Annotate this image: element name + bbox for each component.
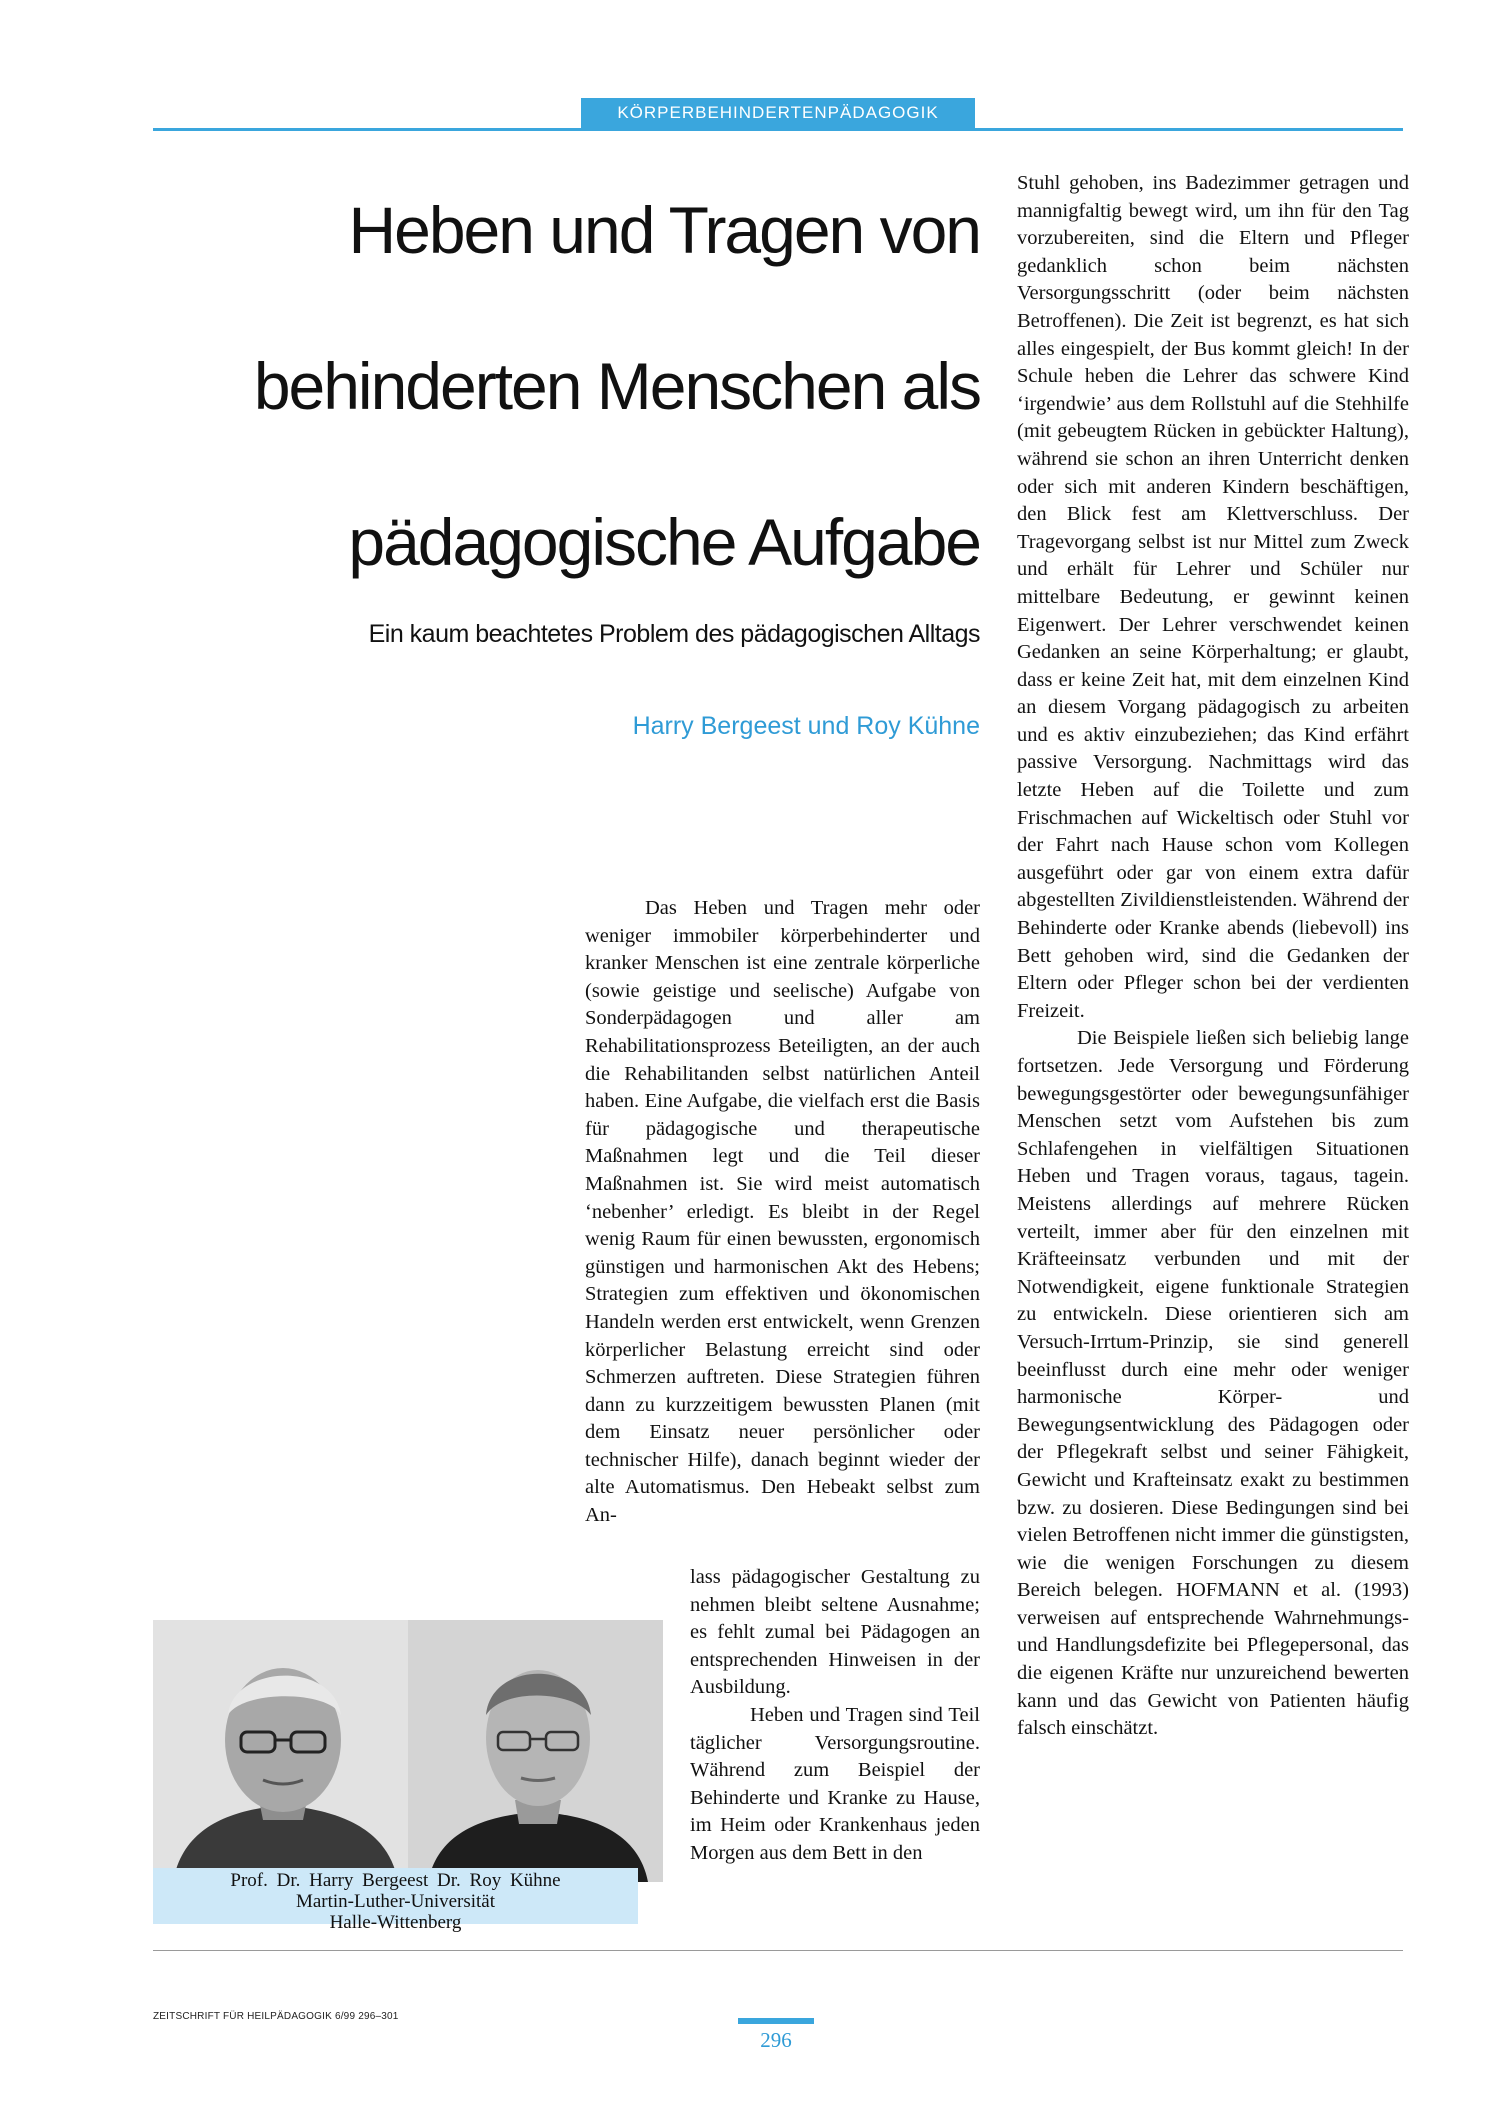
- body-paragraph: Heben und Tragen sind Teil täglicher Versorgungsroutine. Während zum Beispiel der Behinderte und Kranke zu Hause, im Heim oder Krankenhaus jeden Morgen aus dem Bett in den: [690, 1703, 980, 1864]
- photo-caption: [153, 1868, 638, 1933]
- caption-city: Halle-Wittenberg: [329, 1912, 462, 1933]
- body-paragraph: Die Beispiele ließen sich beliebig lange fortsetzen. Jede Versorgung und Förderung bewegungsgestörter oder bewegungsunfähiger Menschen setzt vom Aufstehen bis zum Schlafengehen in vielfältigen Situationen Heben und Tragen voraus, tagaus, tagein. Meistens allerdings auf mehrere Rücken verteilt, immer aber für den einzelnen mit Kräfteeinsatz verbunden und mit der Notwendigkeit, eigene funktionale Strategien zu entwickeln. Diese orientieren sich am Versuch-Irrtum-Prinzip, sie sind generell beeinflusst durch eine mehr oder weniger harmonische Körper- und Bewegungsentwicklung des Pädagogen oder der Pflegekraft selbst und seiner Fähigkeit, Gewicht und Krafteinsatz exakt zu bestimmen bzw. zu dosieren. Diese Bedingungen sind bei vielen Betroffenen nicht immer die günstigsten, wie die wenigen Forschungen zu diesem Bereich belegen. HOFMANN et al. (1993) verweisen auf entsprechende Wahrnehmungs- und Handlungsdefizite bei Pflegepersonal, das die eigenen Kräfte nur unzureichend bewerten kann und das Gewicht von Patienten häufig falsch einschätzt.: [1017, 1027, 1409, 1740]
- caption-names: Prof. Dr. Harry Bergeest Dr. Roy Kühne: [230, 1870, 561, 1891]
- body-column-middle-bottom: [690, 1564, 980, 1868]
- body-column-middle-top: [585, 895, 980, 1530]
- body-paragraph: Stuhl gehoben, ins Badezimmer getragen und mannigfaltig bewegt wird, um ihn für den Tag vorzubereiten, sind die Eltern und Pfleger gedanklich schon beim nächsten Versorgungsschritt (oder beim nächsten Betroffenen). Die Zeit ist begrenzt, es hat sich alles eingespielt, der Bus kommt gleich! In der Schule heben die Lehrer das schwere Kind ‘irgendwie’ aus dem Rollstuhl auf die Stehhilfe (mit gebeugtem Rücken in gebückter Haltung), während sie schon an ihren Unterricht denken oder sich mit anderen Kindern beschäftigen, den Blick fest am Klettverschluss. Der Tragevorgang selbst ist nur Mittel zum Zweck und erhält für Lehrer und Schüler nur mittelbare Bedeutung, er gewinnt keinen Eigenwert. Der Lehrer verschwendet keinen Gedanken an seine Körperhaltung; er glaubt, dass er keine Zeit hat, mit dem einzelnen Kind an diesem Vorgang pädagogisch zu arbeiten und es aktiv einzubeziehen; das Kind erfährt passive Versorgung. Nachmittags wird das letzte Heben auf die Toilette und zum Frischmachen auf Wickeltisch oder Stuhl vor der Fahrt nach Hause schon vom Kollegen ausgeführt oder gar von einem extra dafür abgestellten Zivildienstleistenden. Während der Behinderte oder Kranke abends (liebevoll) ins Bett gehoben wird, sind die Gedanken der Eltern oder Pfleger schon bei der verdienten Freizeit.: [1017, 172, 1409, 1022]
- article-subtitle: Ein kaum beachtetes Problem des pädagogischen Alltags: [368, 620, 980, 648]
- journal-citation: ZEITSCHRIFT FÜR HEILPÄDAGOGIK 6/99 296–301: [153, 2011, 399, 2022]
- section-label: KÖRPERBEHINDERTENPÄDAGOGIK: [581, 98, 975, 128]
- article-title: [140, 190, 980, 658]
- author-photo: [153, 1620, 663, 1882]
- footer-rule: [153, 1950, 1403, 1951]
- title-line-2: behinderten Menschen als: [253, 349, 980, 423]
- page-number: 296: [760, 2028, 792, 2052]
- body-paragraph: Das Heben und Tragen mehr oder weniger immobiler körperbehinderter und kranker Menschen ist eine zentrale körperliche (sowie geistige und seelische) Aufgabe von Sonderpädagogen und aller am Rehabilitationsprozess Beteiligten, an der auch die Rehabilitanden selbst natürlichen Anteil haben. Eine Aufgabe, die vielfach erst die Basis für pädagogische und therapeutische Maßnahmen legt und die Teil dieser Maßnahmen ist. Sie wird meist automatisch ‘nebenher’ erledigt. Es bleibt in der Regel wenig Raum für einen bewussten, ergonomisch günstigen und harmonischen Akt des Hebens; Strategien zum effektiven und ökonomischen Handeln werden erst entwickelt, wenn Grenzen körperlicher Belastung erreicht sind oder Schmerzen auftreten. Diese Strategien führen dann zu kurzzeitigem bewussten Planen (mit dem Einsatz neuer persönlicher oder technischer Hilfe), danach beginnt wieder der alte Automatismus. Den Hebeakt selbst zum An-: [585, 897, 980, 1527]
- author-photo-image: [153, 1620, 663, 1882]
- body-paragraph: lass pädagogischer Gestaltung zu nehmen bleibt seltene Ausnahme; es fehlt zumal bei Pädagogen an entsprechenden Hinweisen in der Ausbildung.: [690, 1566, 980, 1699]
- caption-university: Martin-Luther-Universität: [295, 1891, 496, 1912]
- article-authors: Harry Bergeest und Roy Kühne: [632, 712, 980, 740]
- page-number-bar: [738, 2018, 814, 2024]
- title-line-3: pädagogische Aufgabe: [348, 505, 980, 579]
- header-rule: [153, 128, 1403, 131]
- body-column-right: [1017, 170, 1409, 1743]
- title-line-1: Heben und Tragen von: [348, 193, 980, 267]
